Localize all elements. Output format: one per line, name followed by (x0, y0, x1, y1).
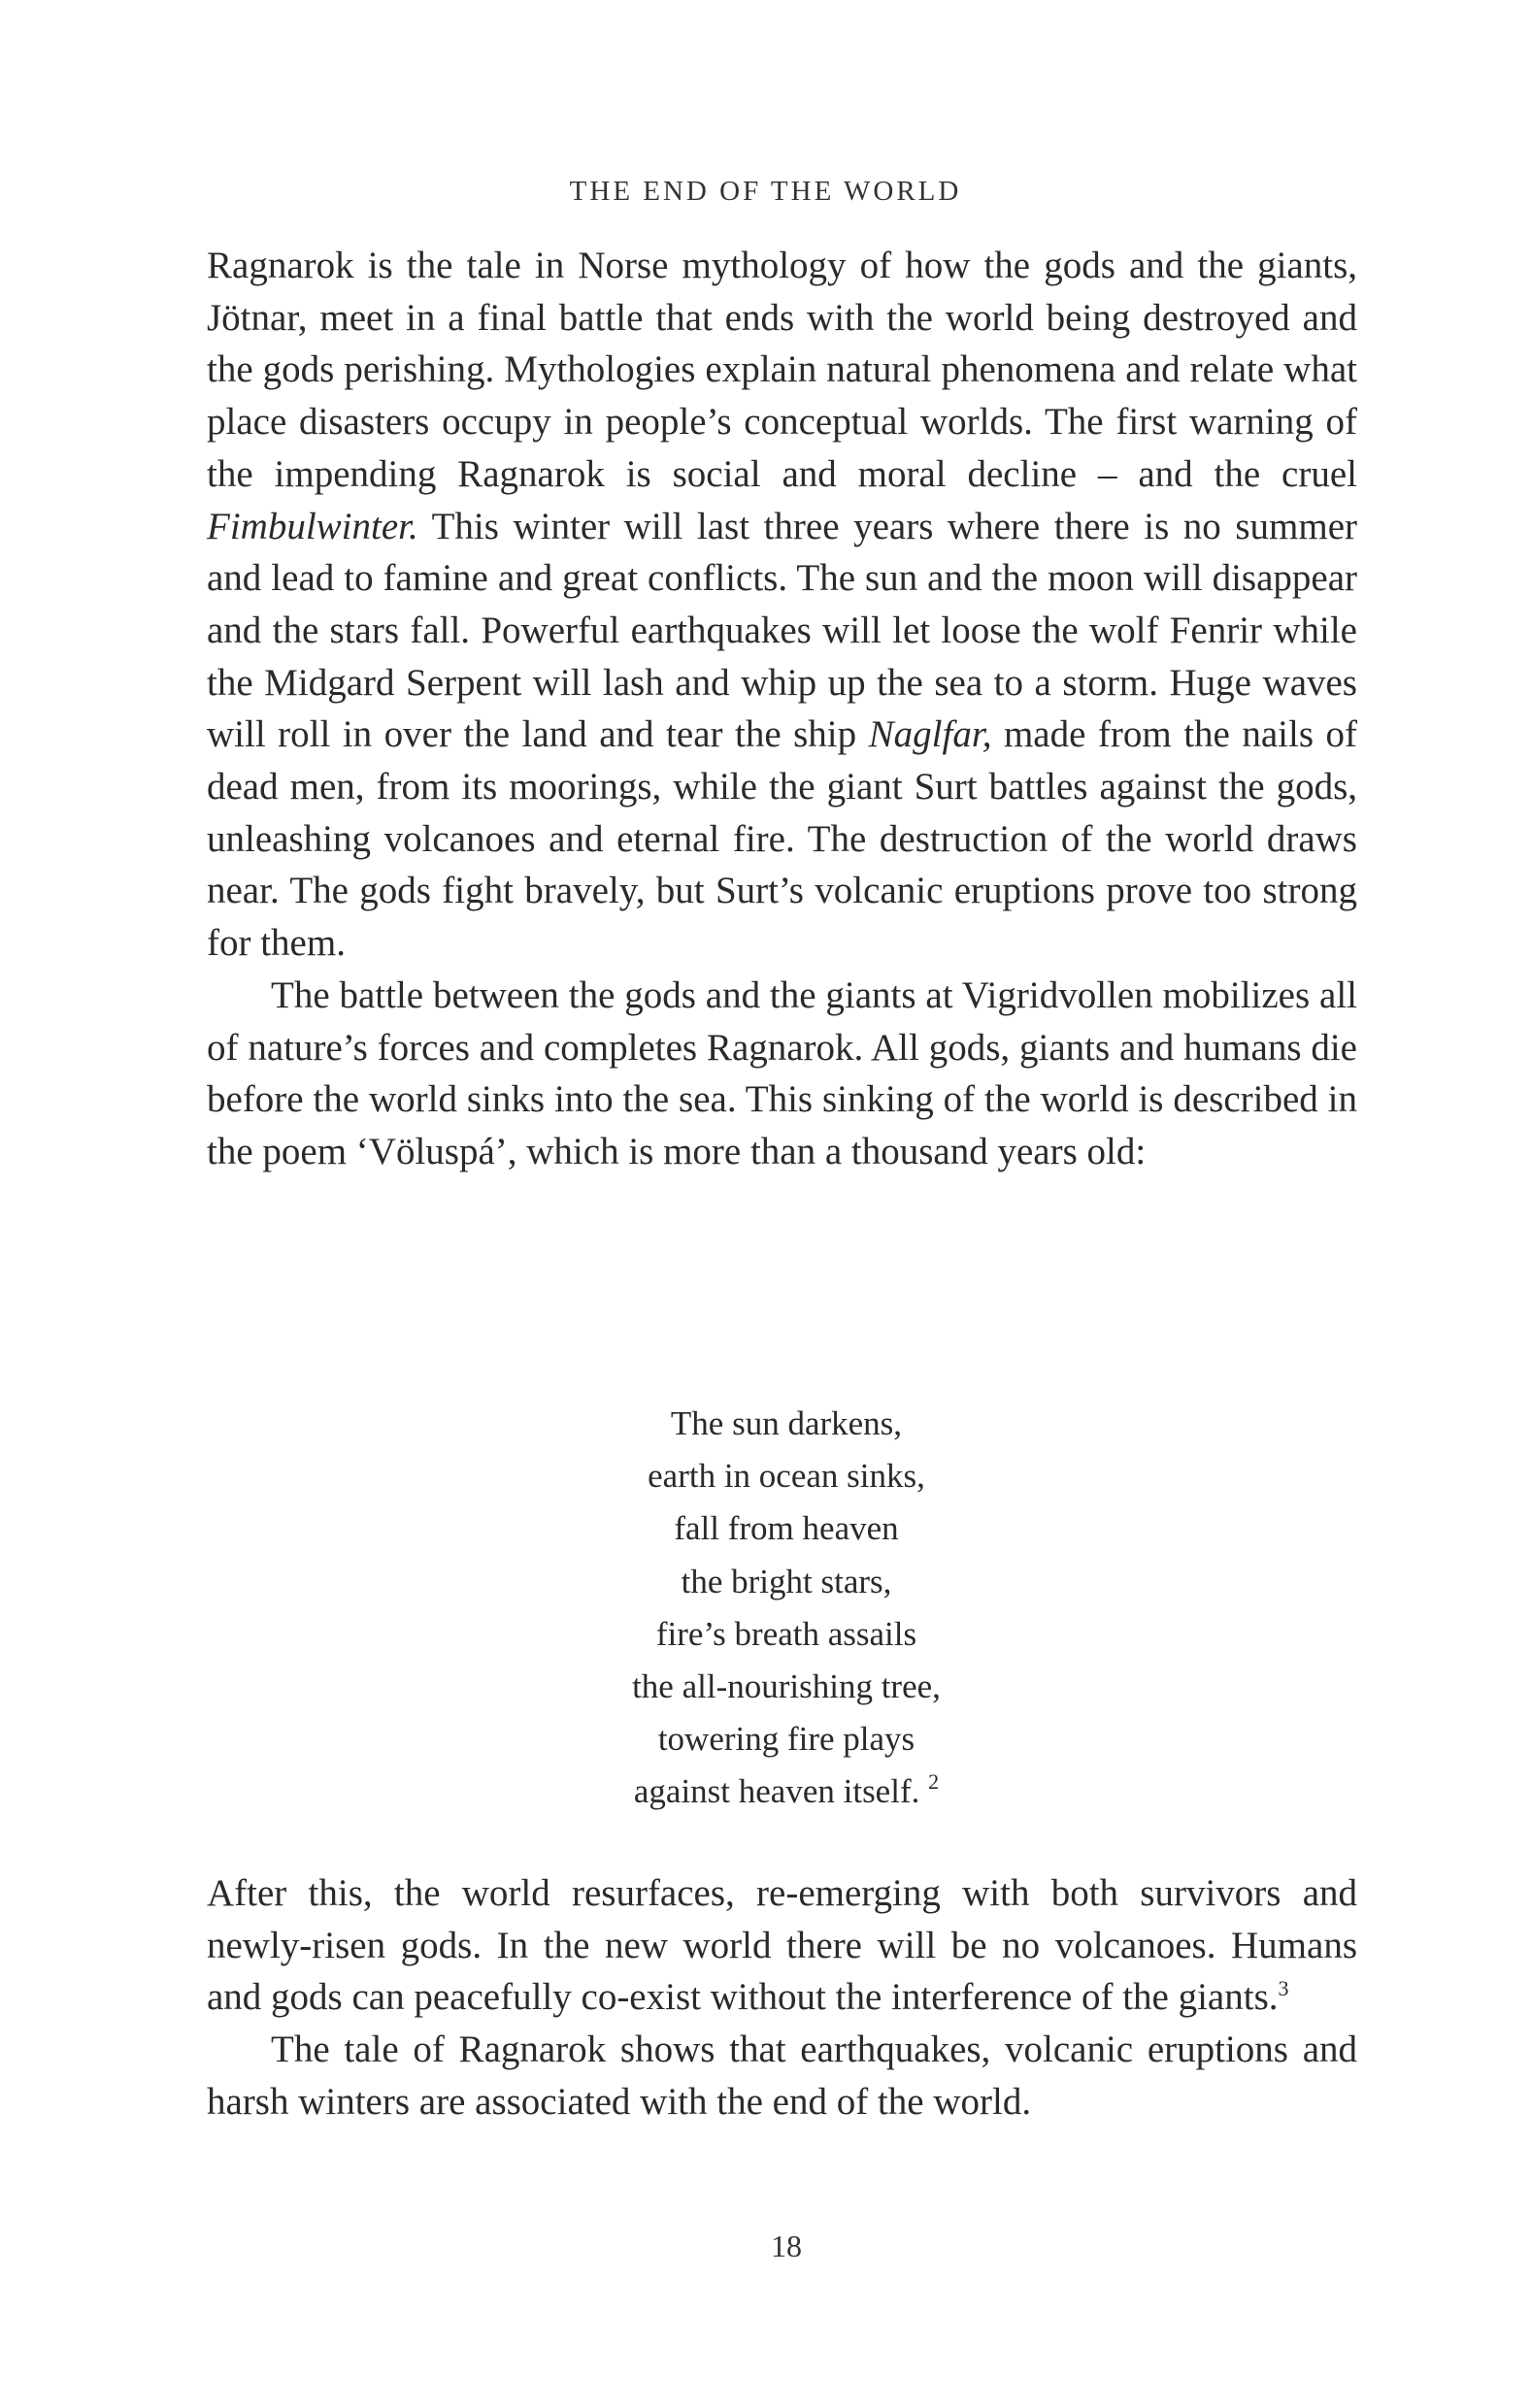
poem-line-text: fire’s breath assails (655, 1614, 917, 1653)
paragraph (207, 2024, 1357, 2128)
italic-term: Naglfar, (868, 713, 992, 756)
poem-block (0, 1398, 1531, 1819)
poem-line (0, 1502, 1531, 1555)
poem-line-text: The sun darkens, (670, 1404, 903, 1442)
paragraph (207, 970, 1357, 1178)
poem-line (0, 1713, 1531, 1765)
poem-line-text: towering fire plays (657, 1720, 915, 1759)
text-run: made from the nails of dead men, from its moorings, while the giant Surt battles against the gods, unleashing volcanoes and eternal fire. The destruction of the world draws near. The gods fight bravely, but Surt’s volcanic eruptions prove too strong for them. (207, 713, 1357, 965)
paragraph (207, 1867, 1357, 2024)
poem-line-text: earth in ocean sinks, (648, 1457, 925, 1496)
poem-line-text: fall from heaven (674, 1509, 899, 1548)
poem-line (0, 1398, 1531, 1450)
body-text-bottom (207, 1867, 1357, 2128)
footnote-ref: 2 (928, 1769, 940, 1795)
poem-line (0, 1608, 1531, 1661)
poem-line (0, 1556, 1531, 1608)
poem-line (0, 1765, 1531, 1818)
text-run: The tale of Ragnarok shows that earthquakes, volcanic eruptions and harsh winters are associated with the end of the world. (207, 2029, 1357, 2123)
text-run: After this, the world resurfaces, re-emerging with both survivors and newly-risen gods. In the new world there will be no volcanoes. Humans and gods can peacefully co-exist without the interference of the giants. (207, 1872, 1357, 2019)
poem-line (0, 1450, 1531, 1502)
text-run: Ragnarok is the tale in Norse mythology of how the gods and the giants, Jötnar, meet in a final battle that ends with the world being destroyed and the gods perishing. Mythologies explain natural phenomena and relate what place disasters occupy in people’s conceptual worlds. The first warning of the impending Ragnarok is social and moral decline – and the cruel (207, 245, 1357, 495)
italic-term: Fimbulwinter. (207, 505, 418, 547)
paragraph (207, 240, 1357, 970)
page-number: 18 (771, 2228, 802, 2263)
poem-line-text: the bright stars, (681, 1562, 892, 1600)
text-run: This winter will last three years where there is no summer and lead to famine and great conflicts. The sun and the moon will disappear and the stars fall. Powerful earthquakes will let loose the wolf Fenrir while the Midgard Serpent will lash and whip up the sea to a storm. Huge waves will roll in over the land and tear the ship (207, 505, 1357, 756)
footnote-ref: 3 (1278, 1976, 1289, 2001)
body-text-top (207, 240, 1357, 1178)
text-run: The battle between the gods and the giants at Vigridvollen mobilizes all of nature’s forces and completes Ragnarok. All gods, giants and humans die before the world sinks into the sea. This sinking of the world is described in the poem ‘Völuspá’, which is more than a thousand years old: (207, 973, 1357, 1172)
poem-line (0, 1661, 1531, 1713)
poem-line-text: the all-nourishing tree, (632, 1667, 941, 1706)
running-head: THE END OF THE WORLD (569, 176, 962, 207)
poem-line-text: against heaven itself. (633, 1772, 920, 1811)
